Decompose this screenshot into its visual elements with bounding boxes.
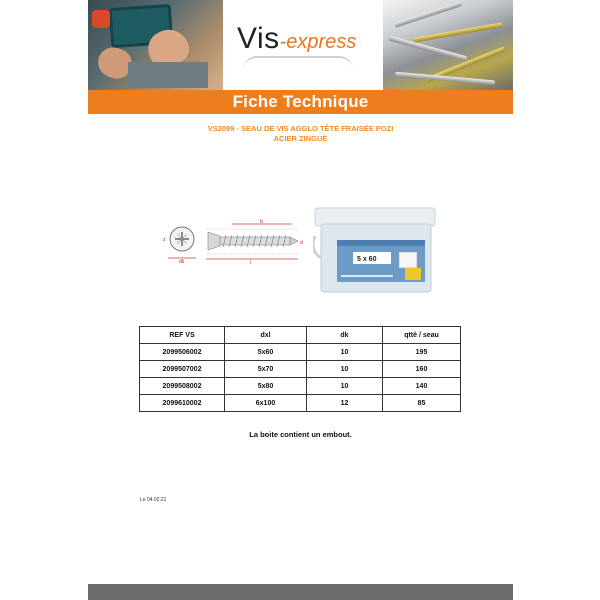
cell-ref: 2099507002	[140, 361, 225, 378]
screw-tip	[290, 237, 298, 245]
title-band	[88, 90, 513, 114]
cell-qty: 140	[383, 378, 461, 395]
product-title-line1: VS2099 - SEAU DE VIS AGGLO TÊTE FRAISÉE POZI	[207, 124, 394, 133]
table-header-row	[140, 327, 461, 344]
col-qty: qtté / seau	[383, 327, 461, 344]
cell-dxl: 5x80	[225, 378, 307, 395]
cell-qty: 195	[383, 344, 461, 361]
header-photo-screws	[383, 0, 513, 90]
cell-ref: 2099506002	[140, 344, 225, 361]
document-page	[88, 0, 513, 600]
col-dxl: dxl	[225, 327, 307, 344]
col-ref-vs: REF VS	[140, 327, 225, 344]
product-bucket-image	[313, 206, 438, 296]
logo-sub-text: -express	[279, 31, 357, 53]
table-row	[140, 361, 461, 378]
bucket-handle	[313, 236, 321, 258]
logo-area	[223, 0, 383, 90]
cell-ref: 2099610002	[140, 395, 225, 412]
cell-dxl: 5x60	[225, 344, 307, 361]
bucket-size-text: 5 x 60	[357, 256, 377, 263]
cell-qty: 160	[383, 361, 461, 378]
logo-swoosh	[243, 56, 353, 70]
cell-ref: 2099508002	[140, 378, 225, 395]
box-content-note: La boite contient un embout.	[249, 430, 352, 439]
table-row	[140, 395, 461, 412]
table-row	[140, 344, 461, 361]
cell-dxl: 6x100	[225, 395, 307, 412]
cell-dk: 12	[307, 395, 383, 412]
cell-dk: 10	[307, 378, 383, 395]
logo-main-text: Vis	[237, 22, 280, 55]
cell-dk: 10	[307, 361, 383, 378]
table-row	[140, 378, 461, 395]
label-l: l	[250, 260, 252, 264]
product-title-line2: ACIER ZINGUÉ	[273, 134, 328, 143]
page-title: Fiche Technique	[232, 92, 369, 111]
label-z: z	[163, 237, 166, 243]
label-b: b	[260, 219, 263, 225]
cell-dxl: 5x70	[225, 361, 307, 378]
col-dk: dk	[307, 327, 383, 344]
screw-head-side	[208, 232, 220, 250]
label-dk: dk	[179, 259, 185, 264]
specs-table	[139, 326, 461, 412]
footer-bar	[88, 584, 513, 600]
document-date: Le 04.02.21	[140, 497, 167, 503]
cell-dk: 10	[307, 344, 383, 361]
label-d: d	[300, 240, 303, 246]
brand-logo	[237, 22, 356, 56]
yellow-tag	[405, 268, 421, 280]
header	[88, 0, 513, 90]
product-title	[88, 124, 513, 144]
cell-qty: 85	[383, 395, 461, 412]
bucket-lid	[315, 208, 435, 226]
screw-diagram	[160, 214, 310, 264]
header-photo-electronics	[88, 0, 223, 90]
